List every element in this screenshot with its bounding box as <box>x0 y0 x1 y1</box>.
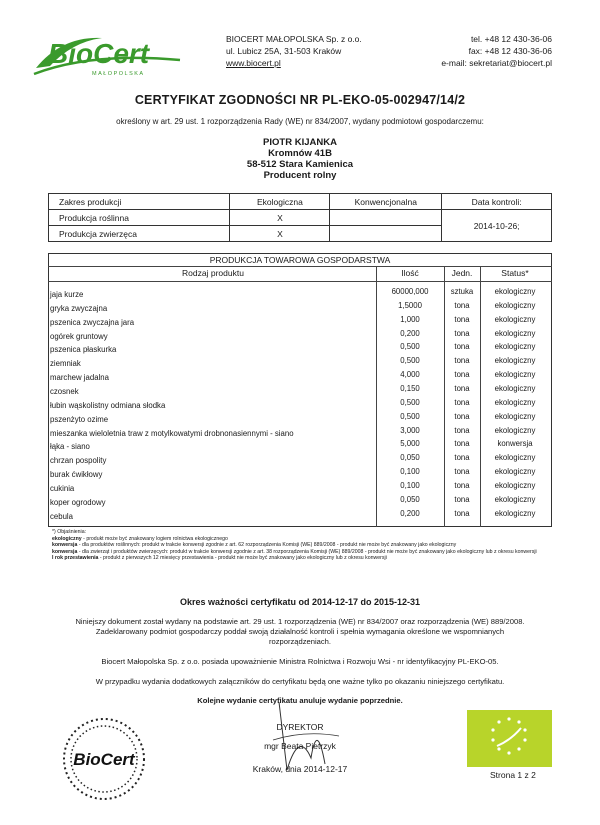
product-status: ekologiczny <box>494 383 536 393</box>
product-unit: tona <box>454 467 470 477</box>
page-number: Strona 1 z 2 <box>490 770 536 780</box>
annulment-paragraph: Kolejne wydanie certyfikatu anuluje wydanie poprzednie. <box>197 696 403 705</box>
product-unit: tona <box>454 300 470 310</box>
product-name: ziemniak <box>50 359 81 369</box>
note-line: konwersja - dla zwierząt i produktów zwierzęcych: produkt w trakcie konwersji zgodnie z art. 38 rozporządzenia Komisji (WE) 889/2008 - produkt nie może być znakowany jako ekologiczny lub z okresu konwersji <box>52 548 537 555</box>
company-website-link[interactable]: www.biocert.pl <box>226 58 281 68</box>
product-quantity: 4,000 <box>400 370 420 380</box>
certificate-title: CERTYFIKAT ZGODNOŚCI NR PL-EKO-05-002947/14/2 <box>134 93 466 107</box>
product-status: ekologiczny <box>494 411 536 421</box>
product-unit: tona <box>454 453 470 463</box>
product-name: pszenżyto ozime <box>50 414 109 424</box>
biocert-logo <box>32 30 182 80</box>
scope-header-date: Data kontroli: <box>442 194 552 210</box>
product-status: ekologiczny <box>494 397 536 407</box>
product-name: cebula <box>50 511 73 521</box>
product-name: mieszanka wieloletnia traw z motylkowatymi drobnonasiennymi - siano <box>50 428 294 438</box>
product-quantity: 0,100 <box>400 467 420 477</box>
director-title: DYREKTOR <box>276 722 324 732</box>
holder-city: 58-512 Stara Kamienica <box>246 159 354 170</box>
product-status: ekologiczny <box>494 314 536 324</box>
product-quantity: 0,050 <box>400 494 420 504</box>
product-quantity: 0,200 <box>400 328 420 338</box>
attachments-paragraph: W przypadku wydania dodatkowych załączników do certyfikatu będą one ważne tylko po okazaniu niniejszego certyfikatu. <box>95 677 505 686</box>
product-name: łubin wąskolistny odmiana słodka <box>50 400 166 410</box>
product-quantity: 0,150 <box>400 383 420 393</box>
product-quantity: 0,500 <box>400 397 420 407</box>
product-unit: tona <box>454 370 470 380</box>
product-name: chrzan pospolity <box>50 456 107 466</box>
phone: tel. +48 12 430-36-06 <box>470 34 552 44</box>
product-unit: tona <box>454 425 470 435</box>
product-status: ekologiczny <box>494 508 536 518</box>
product-status: ekologiczny <box>494 453 536 463</box>
col-header-status: Status* <box>501 268 529 278</box>
holder-role: Producent rolny <box>263 170 337 181</box>
product-unit: tona <box>454 342 470 352</box>
notes-heading: *) Objaśnienia: <box>52 529 87 535</box>
scope-row-conv <box>330 226 442 242</box>
product-name: burak ćwikłowy <box>50 470 103 480</box>
product-unit: tona <box>454 356 470 366</box>
certificate-subtitle: określony w art. 29 ust. 1 rozporządzenia Rady (WE) nr 834/2007, wydany podmiotowi gospodarczemu: <box>116 117 484 126</box>
product-quantity: 0,500 <box>400 411 420 421</box>
col-header-product: Rodzaj produktu <box>182 268 244 278</box>
product-name: czosnek <box>50 386 79 396</box>
product-status: ekologiczny <box>494 425 536 435</box>
scope-header-eco: Ekologiczna <box>230 194 330 210</box>
signatory-name: mgr Beata Pietrzyk <box>264 741 336 751</box>
product-quantity: 0,100 <box>400 480 420 490</box>
fax: fax: +48 12 430-36-06 <box>468 46 552 56</box>
place-date: Kraków, dnia 2014-12-17 <box>252 764 348 774</box>
logo-text: BioCert <box>48 38 150 69</box>
product-name: łąka - siano <box>50 442 90 452</box>
scope-row-eco: X <box>230 226 330 242</box>
holder-street: Kromnów 41B <box>268 148 332 159</box>
product-status: ekologiczny <box>494 342 536 352</box>
eu-organic-logo <box>467 710 552 767</box>
product-unit: tona <box>454 314 470 324</box>
product-name: pszenica zwyczajna jara <box>50 317 135 327</box>
product-unit: tona <box>454 480 470 490</box>
product-status: ekologiczny <box>494 370 536 380</box>
col-header-unit: Jedn. <box>451 268 473 278</box>
product-status: ekologiczny <box>494 328 536 338</box>
certificate-holder <box>0 137 600 181</box>
scope-row-label: Produkcja zwierzęca <box>49 226 230 242</box>
divider <box>48 266 552 267</box>
note-line: konwersja - dla produktów roślinnych: produkt w trakcie konwersji zgodnie z art. 62 rozporządzenia Komisji (WE) 889/2008 - produkt nie może być znakowany jako ekologiczny <box>52 542 457 549</box>
product-unit: tona <box>454 439 470 449</box>
product-quantity: 5,000 <box>400 439 420 449</box>
product-status: ekologiczny <box>494 300 536 310</box>
explanations <box>52 529 550 562</box>
company-address: ul. Lubicz 25A, 31-503 Kraków <box>226 46 342 56</box>
product-name: gryka zwyczajna <box>50 303 108 313</box>
product-unit: sztuka <box>450 287 474 296</box>
product-status: ekologiczny <box>494 480 536 490</box>
product-quantity: 0,050 <box>400 453 420 463</box>
scope-header-conv: Konwencjonalna <box>330 194 442 210</box>
product-name: ogórek gruntowy <box>50 331 108 341</box>
product-unit: tona <box>454 328 470 338</box>
product-status: ekologiczny <box>494 494 536 504</box>
product-unit: tona <box>454 383 470 393</box>
product-quantity: 3,000 <box>400 425 420 435</box>
product-unit: tona <box>454 494 470 504</box>
validity-period: Okres ważności certyfikatu od 2014-12-17 do 2015-12-31 <box>179 597 421 607</box>
email: e-mail: sekretariat@biocert.pl <box>441 58 552 68</box>
holder-name: PIOTR KIJANKA <box>263 137 337 148</box>
product-status: ekologiczny <box>494 356 536 366</box>
product-quantity: 60000,000 <box>391 287 429 296</box>
company-name: BIOCERT MAŁOPOLSKA Sp. z o.o. <box>226 34 362 44</box>
product-status: konwersja <box>497 439 533 449</box>
product-unit: tona <box>454 411 470 421</box>
control-date: 2014-10-26; <box>442 210 552 242</box>
product-unit: tona <box>454 508 470 518</box>
scope-row-label: Produkcja roślinna <box>49 210 230 226</box>
product-name: pszenica płaskurka <box>50 345 117 355</box>
scope-header-zakres: Zakres produkcji <box>49 194 230 210</box>
product-quantity: 1,000 <box>400 314 420 324</box>
authorization-paragraph: Biocert Małopolska Sp. z o.o. posiada upoważnienie Ministra Rolnictwa i Rozwoju Wsi - nr identyfikacyjny PL-EKO-05. <box>101 657 499 666</box>
legal-basis-paragraph: Niniejszy dokument został wydany na podstawie art. 29 ust. 1 rozporządzenia (WE) nr 834/2007 oraz rozporządzenia (WE) 889/2008. Zadeklarowany podmiot gospodarczy poddał swoją działalność kontroli i spełnia wymagania określone we wspomnianych rozporządzeniach. <box>75 617 525 646</box>
note-line: ekologiczny - produkt może być znakowany logiem rolnictwa ekologicznego <box>52 535 228 542</box>
logo-subtext: MAŁOPOLSKA <box>92 71 145 77</box>
product-name: jaja kurze <box>50 290 84 299</box>
product-quantity: 0,200 <box>400 508 420 518</box>
product-status: ekologiczny <box>494 287 536 296</box>
product-name: cukinia <box>50 483 75 493</box>
col-header-qty: Ilość <box>401 268 419 278</box>
scope-row-eco: X <box>230 210 330 226</box>
production-scope-table <box>48 193 552 242</box>
contact-info <box>441 33 552 69</box>
products-table-title: PRODUKCJA TOWAROWA GOSPODARSTWA <box>209 255 391 265</box>
product-unit: tona <box>454 397 470 407</box>
stamp-text: BioCert <box>73 750 135 769</box>
product-quantity: 0,500 <box>400 342 420 352</box>
product-name: marchew jadalna <box>50 373 109 383</box>
product-quantity: 0,500 <box>400 356 420 366</box>
note-line: I rok przestawienia - produkt z pierwszych 12 miesięcy przestawienia - produkt nie może być znakowany jako ekologiczny lub z okresu konwersji <box>52 555 387 562</box>
company-info <box>226 33 362 69</box>
product-name: koper ogrodowy <box>50 497 106 507</box>
product-quantity: 1,5000 <box>398 300 422 310</box>
divider <box>48 281 552 282</box>
product-status: ekologiczny <box>494 467 536 477</box>
scope-row-conv <box>330 210 442 226</box>
